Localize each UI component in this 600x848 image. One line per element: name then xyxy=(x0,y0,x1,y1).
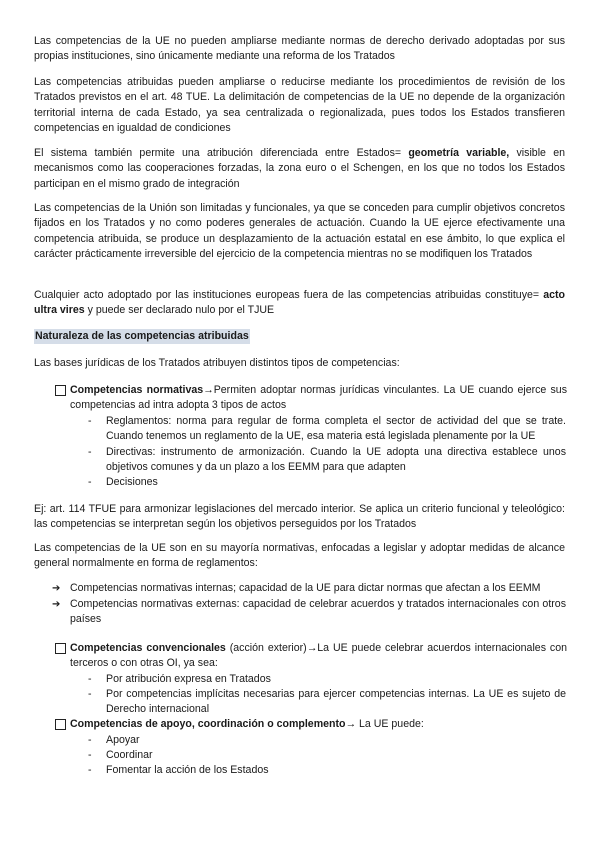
list-item-text: Por atribución expresa en Tratados xyxy=(106,673,271,685)
dash-bullet: - xyxy=(88,749,92,761)
convencionales-title: Competencias convencionales xyxy=(70,642,226,654)
checkbox-icon[interactable] xyxy=(55,643,66,654)
arrow-list-item-internas xyxy=(52,581,566,596)
arrow-icon: → xyxy=(306,642,318,654)
intro-paragraph: Las bases jurídicas de los Tratados atribuyen distintos tipos de competencias: xyxy=(34,357,400,369)
apoyo-title: Competencias de apoyo, coordinación o complemento xyxy=(70,718,346,730)
arrow-list-item-text: Competencias normativas externas: capacidad de celebrar acuerdos y tratados internacionales con otros países xyxy=(70,598,566,626)
list-item-text: Directivas: instrumento de armonización. Cuando la UE adopta una directiva establece unos objetivos comunes y da un plazo a los EEMM para que adapten xyxy=(106,446,566,474)
checkbox-item-convencionales xyxy=(55,641,567,672)
dash-bullet: - xyxy=(88,764,92,776)
paragraph-3 xyxy=(34,146,565,192)
checkbox-item-normativas xyxy=(55,383,567,414)
apoyo-text: La UE puede: xyxy=(356,718,424,730)
list-item-decisiones xyxy=(88,475,566,490)
arrow-list-item-text: Competencias normativas internas; capacidad de la UE para dictar normas que afectan a los EEMM xyxy=(70,582,541,594)
list-item-text: Reglamentos: norma para regular de forma completa el sector de actividad del que se trate. Cuando tenemos un reglamento de la UE, esa materia está legislada plenamente por la UE xyxy=(106,415,566,443)
dash-bullet: - xyxy=(88,415,92,427)
dash-bullet: - xyxy=(88,446,92,458)
list-item-coordinar xyxy=(88,748,566,763)
paragraph-5-text-a: Cualquier acto adoptado por las instituciones europeas fuera de las competencias atribuidas constituye= xyxy=(34,289,544,301)
paragraph-4: Las competencias de la Unión son limitadas y funcionales, ya que se conceden para cumplir objetivos concretos fijados en los Tratados y no como poderes generales de actuación. Cuando la UE ejerce efectivamente una competencia atribuida, se produce un desplazamiento de la actuación estatal en ese ámbito, lo que explica el carácter prácticamente irreversible del ejercicio de la competencia mientras no se modifiquen los Tratados xyxy=(34,202,565,260)
paragraph-2: Las competencias atribuidas pueden ampliarse o reducirse mediante los procedimientos de revisión de los Tratados previstos en el art. 48 TUE. La delimitación de competencias de la UE no depende de la organización territorial interna de cada Estado, ya sea centralizada o regionalizada, pues todos los Estados transfieren competencias en igualdad de condiciones xyxy=(34,76,565,134)
checkbox-icon[interactable] xyxy=(55,719,66,730)
list-item-atribucion xyxy=(88,672,566,687)
dash-bullet: - xyxy=(88,476,92,488)
normativas-text: Permiten adoptar normas jurídicas vinculantes. La UE cuando ejerce sus competencias ad intra adopta 3 tipos de actos xyxy=(70,384,567,412)
dash-bullet: - xyxy=(88,734,92,746)
paragraph-3-bold: geometría variable, xyxy=(408,147,510,159)
section-heading: Naturaleza de las competencias atribuidas xyxy=(35,330,249,342)
dash-bullet: - xyxy=(88,673,92,685)
list-item-text: Fomentar la acción de los Estados xyxy=(106,764,269,776)
paragraph-5-text-b: y puede ser declarado nulo por el TJUE xyxy=(84,304,275,317)
list-item-apoyar xyxy=(88,733,566,748)
convencionales-text: La UE puede celebrar acuerdos internacionales con terceros o con otras OI, ya sea: xyxy=(70,642,567,670)
example-paragraph: Ej: art. 114 TFUE para armonizar legislaciones del mercado interior. Se aplica un criterio funcional y teleológico: las competencias se interpretan según los objetivos perseguidos por los Tratados xyxy=(34,503,565,531)
list-item-text: Decisiones xyxy=(106,476,158,488)
list-item-directivas xyxy=(88,445,566,476)
list-item-text: Por competencias implícitas necesarias para ejercer competencias internas. La UE es sujeto de Derecho internacional xyxy=(106,688,566,716)
mayoria-paragraph: Las competencias de la UE son en su mayoría normativas, enfocadas a legislar y adoptar medidas de alcance general normalmente en forma de reglamentos: xyxy=(34,542,565,570)
normativas-title: Competencias normativas xyxy=(70,384,204,396)
paragraph-5-bold: acto ultra vires xyxy=(34,289,565,317)
convencionales-paren: (acción exterior) xyxy=(225,642,307,654)
paragraph-1: Las competencias de la UE no pueden ampliarse mediante normas de derecho derivado adoptadas por sus propias instituciones, sino únicamente mediante una reforma de los Tratados xyxy=(34,35,565,63)
arrow-list-item-externas xyxy=(52,597,566,628)
paragraph-5 xyxy=(34,288,565,319)
list-item-fomentar xyxy=(88,763,566,778)
paragraph-3-text-a: El sistema también permite una atribución diferenciada entre Estados= xyxy=(34,147,409,159)
checkbox-item-apoyo xyxy=(55,717,567,732)
paragraph-3-text-b: visible en mecanismos como las cooperaciones forzadas, la zona euro o el Schengen, en los que no todos los Estados participan en el mismo grado de integración xyxy=(34,147,566,190)
list-item-text: Coordinar xyxy=(106,749,153,761)
list-item-text: Apoyar xyxy=(106,734,140,746)
right-arrow-icon: ➔ xyxy=(52,599,61,610)
list-item-implicitas xyxy=(88,687,566,718)
list-item-reglamentos xyxy=(88,414,566,445)
right-arrow-icon: ➔ xyxy=(52,583,61,594)
arrow-icon: → xyxy=(203,384,214,396)
arrow-icon: → xyxy=(345,718,357,730)
checkbox-icon[interactable] xyxy=(55,385,66,396)
dash-bullet: - xyxy=(88,688,92,700)
